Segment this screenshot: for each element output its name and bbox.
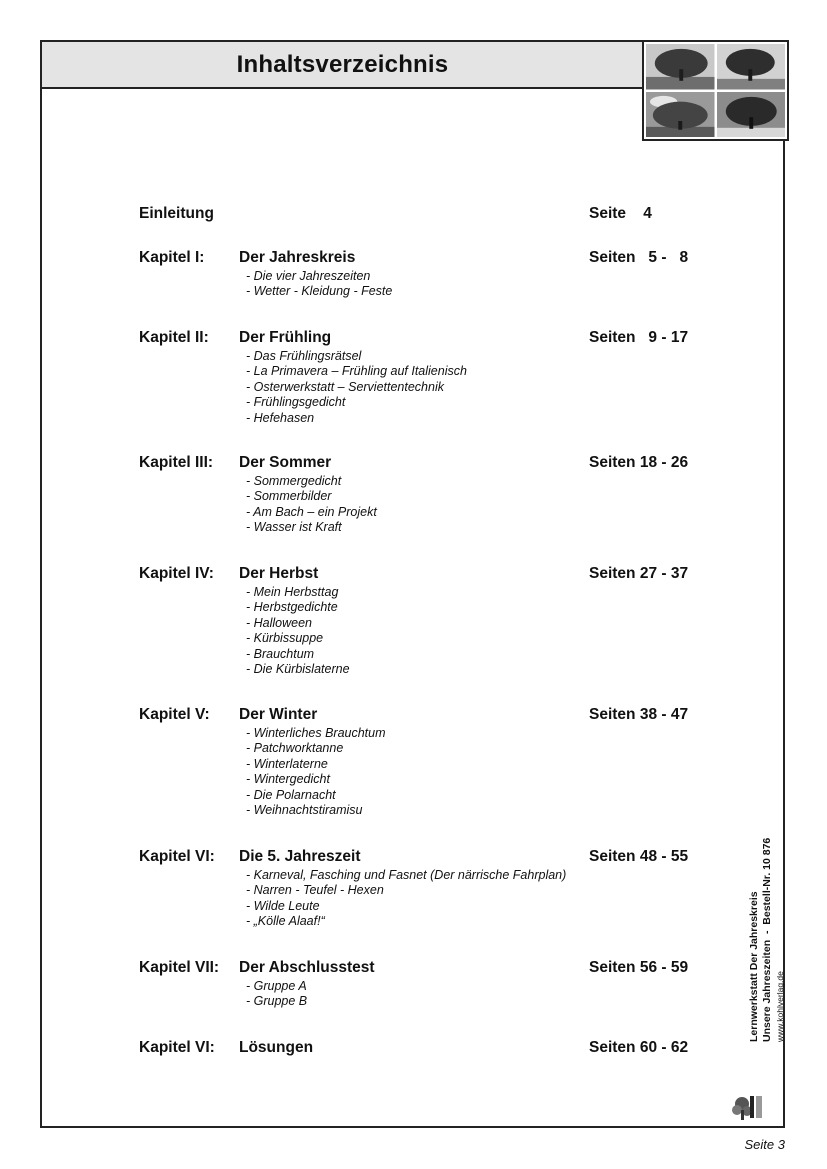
- subtopic-list: [139, 474, 699, 536]
- entry-title: Der Abschlusstest: [239, 959, 375, 976]
- list-item: - Sommergedicht: [246, 474, 342, 488]
- subtopic-list: [139, 979, 699, 1010]
- list-item: - Wintergedicht: [246, 772, 330, 787]
- list-item: - „Kölle Alaaf!“: [246, 914, 325, 929]
- list-item: - Die vier Jahreszeiten: [246, 269, 371, 283]
- entry-label: Kapitel VI:: [139, 848, 215, 865]
- publisher-website: www.kohlverlag.de: [775, 971, 785, 1042]
- list-item: - Gruppe B: [246, 994, 308, 1009]
- entry-title: Der Jahreskreis: [239, 249, 356, 266]
- list-item: - Herbstgedichte: [246, 600, 338, 615]
- subtopic-list: [139, 726, 699, 818]
- list-item: - Kürbissuppe: [246, 631, 324, 646]
- entry-label: Kapitel V:: [139, 706, 210, 723]
- list-item: - Gruppe A: [246, 979, 307, 993]
- entry-pages: Seiten 48 - 55: [589, 848, 689, 865]
- subtopic-list: [139, 585, 699, 677]
- entry-pages: Seiten 9 - 17: [589, 329, 689, 346]
- subtopic-list: [139, 868, 699, 930]
- list-item: - Halloween: [246, 615, 313, 630]
- toc-entry-kapitel-7: [139, 959, 699, 1010]
- toc-entry-kapitel-1: [139, 249, 699, 300]
- list-item: - Frühlingsgedicht: [246, 395, 346, 410]
- entry-title: Der Winter: [239, 706, 318, 723]
- toc-entry-kapitel-6: [139, 848, 699, 930]
- entry-label: Kapitel IV:: [139, 565, 214, 582]
- entry-pages: Seiten 5 - 8: [589, 249, 689, 266]
- entry-title: Der Sommer: [239, 454, 332, 471]
- toc-entry-kapitel-5: [139, 706, 699, 818]
- order-number: Unsere Jahreszeiten - Bestell-Nr. 10 876: [761, 837, 773, 1042]
- list-item: - Wilde Leute: [246, 898, 320, 913]
- entry-label: Kapitel III:: [139, 454, 214, 471]
- tree-photo-grid-icon: [642, 40, 789, 141]
- list-item: - Weihnachtstiramisu: [246, 803, 363, 818]
- tree-photo-winter-icon: [717, 92, 786, 138]
- entry-pages: Seiten 60 - 62: [589, 1039, 689, 1056]
- list-item: - Wetter - Kleidung - Feste: [246, 284, 393, 299]
- entry-title: Der Herbst: [239, 565, 319, 582]
- toc-entry-loesungen: [139, 1039, 699, 1059]
- entry-label: Einleitung: [139, 205, 214, 222]
- entry-pages: Seiten 38 - 47: [589, 706, 689, 723]
- toc-entry-einleitung: [139, 205, 699, 225]
- entry-label: Kapitel VII:: [139, 959, 220, 976]
- toc-entry-kapitel-3: [139, 454, 699, 536]
- list-item: - Brauchtum: [246, 646, 315, 661]
- list-item: - Mein Herbsttag: [246, 585, 339, 599]
- entry-pages: Seiten 56 - 59: [589, 959, 689, 976]
- subtopic-list: [139, 269, 699, 300]
- entry-label: Kapitel II:: [139, 329, 209, 346]
- tree-photo-autumn-icon: [646, 92, 715, 138]
- list-item: - Das Frühlingsrätsel: [246, 349, 362, 363]
- entry-title: Der Frühling: [239, 329, 332, 346]
- list-item: - Die Kürbislaterne: [246, 662, 350, 677]
- list-item: - La Primavera – Frühling auf Italienisch: [246, 364, 467, 379]
- list-item: - Winterlaterne: [246, 756, 328, 771]
- list-item: - Wasser ist Kraft: [246, 520, 342, 535]
- publisher-sidebar: [748, 837, 787, 1042]
- title-bar: [42, 42, 643, 89]
- entry-pages: Seite 4: [589, 205, 652, 222]
- kohl-verlag-tree-logo-icon: [728, 1052, 778, 1122]
- entry-title: Die 5. Jahreszeit: [239, 848, 361, 865]
- page-frame: [40, 40, 785, 1128]
- tree-photo-spring-icon: [646, 44, 715, 90]
- toc-entry-kapitel-4: [139, 565, 699, 677]
- page-number: Seite 3: [744, 1137, 785, 1152]
- list-item: - Narren - Teufel - Hexen: [246, 883, 384, 898]
- list-item: - Winterliches Brauchtum: [246, 726, 386, 740]
- series-title: Lernwerkstatt Der Jahreskreis: [748, 891, 760, 1042]
- list-item: - Osterwerkstatt – Serviettentechnik: [246, 379, 444, 394]
- list-item: - Patchworktanne: [246, 741, 344, 756]
- list-item: - Am Bach – ein Projekt: [246, 504, 377, 519]
- entry-pages: Seiten 27 - 37: [589, 565, 689, 582]
- toc-entry-kapitel-2: [139, 329, 699, 426]
- entry-pages: Seiten 18 - 26: [589, 454, 689, 471]
- entry-title: Lösungen: [239, 1039, 314, 1056]
- entry-label: Kapitel VI:: [139, 1039, 215, 1056]
- list-item: - Sommerbilder: [246, 489, 332, 504]
- page-title: Inhaltsverzeichnis: [236, 50, 449, 78]
- entry-label: Kapitel I:: [139, 249, 205, 266]
- list-item: - Karneval, Fasching und Fasnet (Der närrische Fahrplan): [246, 868, 567, 882]
- subtopic-list: [139, 349, 699, 426]
- list-item: - Die Polarnacht: [246, 787, 336, 802]
- list-item: - Hefehasen: [246, 410, 315, 425]
- tree-photo-summer-icon: [717, 44, 786, 90]
